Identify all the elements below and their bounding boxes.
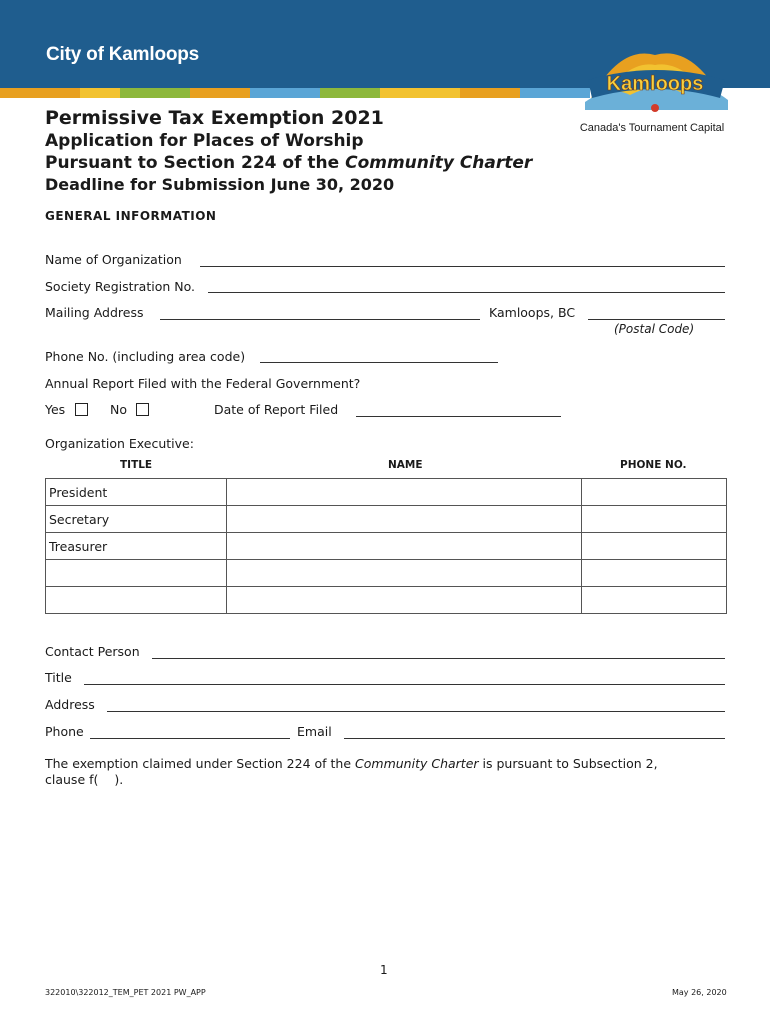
tagline: Canada's Tournament Capital (579, 122, 725, 134)
no-checkbox[interactable] (136, 403, 149, 416)
exec-phone-cell[interactable] (582, 587, 727, 614)
org-executive-label: Organization Executive: (45, 436, 194, 451)
exec-name-cell[interactable] (227, 587, 582, 614)
contact-title-field[interactable] (84, 684, 725, 685)
page-title: Permissive Tax Exemption 2021 (45, 107, 384, 129)
mailing-address-label: Mailing Address (45, 305, 144, 320)
contact-phone-label: Phone (45, 724, 84, 739)
exec-name-cell[interactable] (227, 560, 582, 587)
deadline: Deadline for Submission June 30, 2020 (45, 175, 395, 194)
contact-phone-field[interactable] (90, 738, 290, 739)
exec-phone-cell[interactable] (582, 560, 727, 587)
contact-person-label: Contact Person (45, 644, 140, 659)
postal-code-label: (Postal Code) (614, 322, 695, 336)
yes-checkbox[interactable] (75, 403, 88, 416)
exec-title-cell: President (46, 479, 227, 506)
exec-title-cell[interactable] (46, 587, 227, 614)
footer-date: May 26, 2020 (672, 988, 727, 997)
contact-email-label: Email (297, 724, 332, 739)
table-row (46, 479, 727, 506)
subtitle-pursuant: Pursuant to Section 224 of the Community Charter (45, 153, 533, 173)
table-row (46, 560, 727, 587)
city-prov-label: Kamloops, BC (489, 305, 576, 320)
logo-wordmark: Kamloops (606, 73, 704, 95)
annual-report-question: Annual Report Filed with the Federal Government? (45, 376, 361, 391)
exec-name-cell[interactable] (227, 533, 582, 560)
executive-table (45, 478, 727, 614)
contact-email-field[interactable] (344, 738, 725, 739)
table-row (46, 587, 727, 614)
exec-name-cell[interactable] (227, 506, 582, 533)
exec-title-cell: Secretary (46, 506, 227, 533)
org-name-label: Name of Organization (45, 252, 182, 267)
phone-field[interactable] (260, 362, 498, 363)
exec-title-cell: Treasurer (46, 533, 227, 560)
exec-name-cell[interactable] (227, 479, 582, 506)
exec-phone-cell[interactable] (582, 479, 727, 506)
exec-phone-cell[interactable] (582, 533, 727, 560)
contact-title-label: Title (45, 670, 72, 685)
contact-address-field[interactable] (107, 711, 725, 712)
exec-title-cell[interactable] (46, 560, 227, 587)
color-stripe (0, 88, 590, 98)
postal-code-field[interactable] (588, 319, 725, 320)
city-name: City of Kamloops (46, 44, 200, 65)
contact-person-field[interactable] (152, 658, 725, 659)
table-row (46, 533, 727, 560)
date-report-label: Date of Report Filed (214, 402, 339, 417)
yes-label: Yes (45, 402, 66, 417)
section-heading-general: GENERAL INFORMATION (45, 209, 217, 223)
mailing-address-field[interactable] (160, 319, 480, 320)
page-number: 1 (380, 963, 388, 977)
no-label: No (110, 402, 127, 417)
society-reg-field[interactable] (208, 292, 725, 293)
exemption-statement: The exemption claimed under Section 224 of the Community Charter is pursuant to Subsection 2, clause f( ). (45, 756, 658, 787)
contact-address-label: Address (45, 697, 95, 712)
col-header-title: TITLE (120, 459, 153, 471)
org-name-field[interactable] (200, 266, 725, 267)
date-report-field[interactable] (356, 416, 561, 417)
society-reg-label: Society Registration No. (45, 279, 195, 294)
exec-phone-cell[interactable] (582, 506, 727, 533)
col-header-name: NAME (388, 459, 423, 471)
document-id: 322010\322012_TEM_PET 2021 PW_APP (45, 988, 206, 997)
phone-label: Phone No. (including area code) (45, 349, 246, 364)
table-row (46, 506, 727, 533)
col-header-phone: PHONE NO. (620, 459, 687, 471)
kamloops-logo (580, 40, 730, 120)
subtitle-application: Application for Places of Worship (45, 131, 364, 151)
